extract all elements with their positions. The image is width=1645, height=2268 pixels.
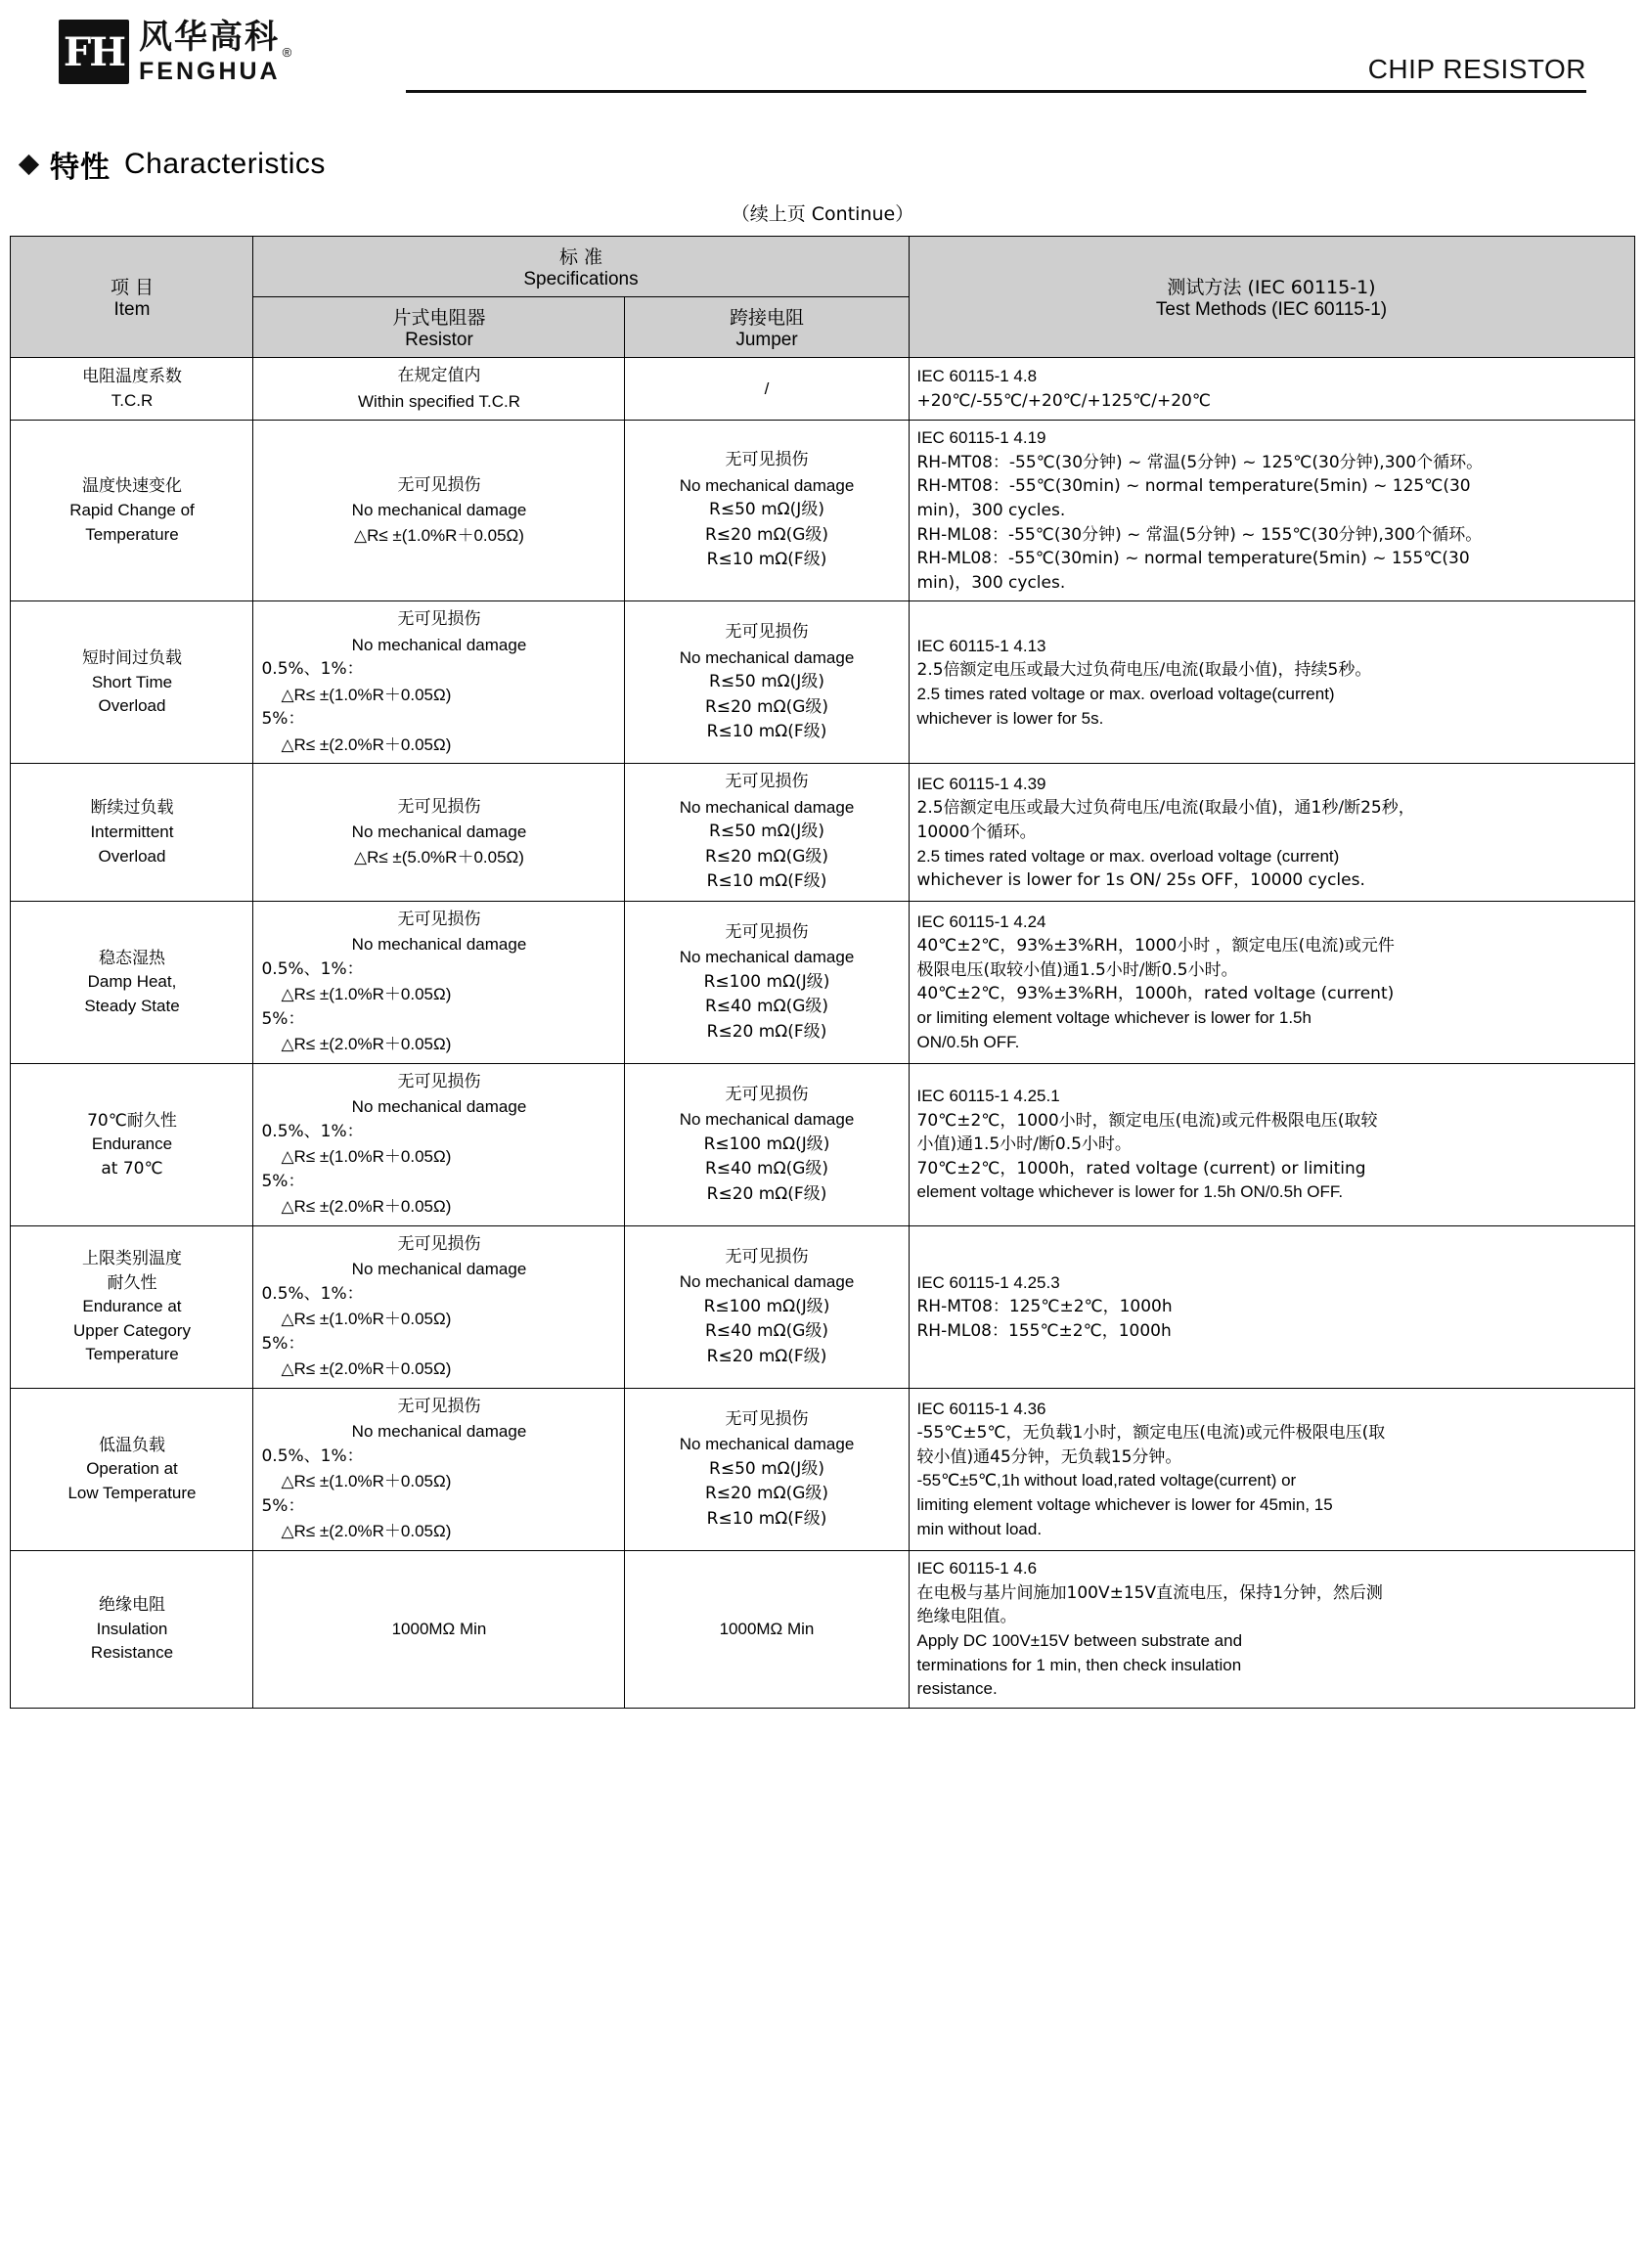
item-cn: 温度快速变化 (81, 476, 182, 497)
row-jumper-spec (625, 421, 909, 601)
jumper-line-3: R≤100 mΩ(J级) (703, 1296, 830, 1316)
item-en2: Resistance (90, 1643, 174, 1663)
table-row (11, 1225, 1634, 1388)
method-line-4: 40℃±2℃，93%±3%RH，1000h，rated voltage (current) (916, 984, 1395, 1004)
resistor-line-1: 无可见损伤 (397, 1233, 481, 1254)
jumper-line-3: R≤100 mΩ(J级) (703, 971, 830, 992)
resistor-line-2: No mechanical damage (351, 823, 527, 842)
item-en: Operation at (86, 1459, 178, 1479)
jumper-line-2: No mechanical damage (679, 948, 855, 967)
row-item (11, 421, 253, 601)
jumper-line-4: R≤20 mΩ(G级) (704, 524, 829, 545)
jumper-line-3: R≤100 mΩ(J级) (703, 1134, 830, 1154)
resistor-line-3: 0.5%、1%： (261, 1283, 364, 1304)
table-row (11, 421, 1634, 601)
header-jumper-cn: 跨接电阻 (729, 307, 804, 329)
resistor-line-1: 无可见损伤 (397, 1071, 481, 1091)
row-test-method (909, 358, 1634, 421)
method-line-3: 绝缘电阻值。 (916, 1607, 1017, 1627)
fenghua-logo-icon (59, 20, 129, 84)
jumper-line-1: 1000MΩ Min (719, 1620, 815, 1639)
table-row (11, 601, 1634, 764)
document-title: CHIP RESISTOR (1367, 54, 1586, 84)
item-en2: Steady State (84, 996, 180, 1015)
resistor-line-2: No mechanical damage (351, 935, 527, 955)
header-divider (406, 90, 1586, 93)
row-jumper-spec (625, 1063, 909, 1225)
jumper-line-4: R≤20 mΩ(G级) (704, 696, 829, 717)
row-resistor-spec (253, 1063, 625, 1225)
method-line-1: IEC 60115-1 4.25.1 (916, 1086, 1060, 1105)
method-line-5: or limiting element voltage whichever is lower for 1.5h (916, 1008, 1312, 1028)
jumper-line-4: R≤20 mΩ(G级) (704, 846, 829, 867)
row-item (11, 358, 253, 421)
method-line-1: IEC 60115-1 4.25.3 (916, 1272, 1060, 1292)
item-cn: 上限类别温度 (81, 1248, 182, 1268)
item-en2: Upper Category (72, 1320, 191, 1340)
method-line-7: min)，300 cycles. (916, 572, 1066, 593)
row-jumper-spec (625, 601, 909, 764)
method-line-4: -55℃±5℃,1h without load,rated voltage(current) or (916, 1471, 1297, 1490)
method-line-1: IEC 60115-1 4.39 (916, 774, 1046, 793)
header-spec-cn: 标 准 (558, 246, 603, 268)
jumper-line-1: 无可见损伤 (725, 622, 809, 643)
header-specifications (253, 237, 909, 297)
resistor-line-4: △R≤ ±(1.0%R＋0.05Ω) (281, 1472, 452, 1491)
method-line-3: 较小值)通45分钟，无负载15分钟。 (916, 1446, 1182, 1467)
resistor-line-1: 在规定值内 (397, 366, 481, 385)
row-resistor-spec (253, 1225, 625, 1388)
jumper-line-2: No mechanical damage (679, 1110, 855, 1130)
method-line-1: IEC 60115-1 4.24 (916, 912, 1046, 931)
method-line-4: 2.5 times rated voltage or max. overload voltage (current) (916, 846, 1340, 866)
jumper-line-2: No mechanical damage (679, 475, 855, 495)
item-en: Endurance at (82, 1297, 182, 1316)
jumper-line-4: R≤40 mΩ(G级) (704, 1159, 829, 1179)
continue-note: （续上页 Continue） (731, 203, 914, 225)
table-row (11, 764, 1634, 902)
item-en2: Overload (98, 696, 166, 716)
row-test-method (909, 421, 1634, 601)
resistor-line-2: No mechanical damage (351, 1422, 527, 1442)
method-line-1: IEC 60115-1 4.13 (916, 636, 1046, 655)
item-en2: Temperature (85, 524, 179, 544)
logo-mark-text: FH (63, 28, 125, 75)
row-item (11, 901, 253, 1063)
resistor-line-6: △R≤ ±(2.0%R＋0.05Ω) (281, 1035, 452, 1054)
method-line-6: ON/0.5h OFF. (916, 1032, 1020, 1051)
header-item-cn: 项 目 (110, 277, 154, 298)
method-line-1: IEC 60115-1 4.6 (916, 1558, 1038, 1578)
resistor-line-2: No mechanical damage (351, 635, 527, 654)
item-en: Rapid Change of (69, 500, 195, 519)
row-jumper-spec (625, 1388, 909, 1550)
resistor-line-5: 5%： (261, 709, 305, 730)
resistor-line-3: △R≤ ±(1.0%R＋0.05Ω) (354, 525, 524, 545)
jumper-line-5: R≤10 mΩ(F级) (706, 550, 827, 570)
method-line-2: 在电极与基片间施加100V±15V直流电压，保持1分钟，然后测 (916, 1582, 1383, 1603)
method-line-2: -55℃±5℃，无负载1小时，额定电压(电流)或元件极限电压(取 (916, 1423, 1386, 1444)
item-cn: 稳态湿热 (98, 948, 165, 968)
resistor-line-2: No mechanical damage (351, 1097, 527, 1117)
row-item (11, 601, 253, 764)
row-test-method (909, 901, 1634, 1063)
item-cn: 断续过负载 (90, 798, 174, 819)
item-en: Insulation (96, 1619, 168, 1638)
jumper-line-5: R≤10 mΩ(F级) (706, 871, 827, 892)
item-en: Endurance (91, 1134, 173, 1154)
item-en: Damp Heat, (87, 972, 177, 992)
method-line-2: RH-MT08：-55℃(30分钟) ~ 常温(5分钟) ~ 125℃(30分钟),300个循环。 (916, 452, 1484, 472)
table-row (11, 1550, 1634, 1708)
resistor-line-4: △R≤ ±(1.0%R＋0.05Ω) (281, 985, 452, 1004)
logo-company-en: FENGHUA (139, 57, 281, 85)
method-line-2: +20℃/-55℃/+20℃/+125℃/+20℃ (916, 390, 1211, 411)
resistor-line-4: △R≤ ±(1.0%R＋0.05Ω) (281, 1310, 452, 1329)
resistor-line-1: 无可见损伤 (397, 796, 481, 817)
row-resistor-spec (253, 901, 625, 1063)
row-test-method (909, 601, 1634, 764)
method-line-6: RH-ML08：-55℃(30min) ~ normal temperature(5min) ~ 155℃(30 (916, 549, 1470, 569)
resistor-line-2: No mechanical damage (351, 1260, 527, 1279)
method-line-5: RH-ML08：-55℃(30分钟) ~ 常温(5分钟) ~ 155℃(30分钟),300个循环。 (916, 524, 1483, 545)
row-item (11, 1388, 253, 1550)
section-title-cn: 特性 (50, 151, 111, 185)
method-line-3: 10000个循环。 (916, 822, 1037, 842)
row-jumper-spec (625, 1225, 909, 1388)
table-row (11, 1388, 1634, 1550)
item-cn: 70℃耐久性 (87, 1110, 177, 1131)
jumper-line-1: 无可见损伤 (725, 1246, 809, 1267)
resistor-line-3: 0.5%、1%： (261, 659, 364, 680)
jumper-line-5: R≤20 mΩ(F级) (706, 1183, 827, 1204)
jumper-line-4: R≤40 mΩ(G级) (704, 997, 829, 1017)
row-item (11, 1225, 253, 1388)
header-resistor (253, 297, 625, 358)
row-resistor-spec (253, 358, 625, 421)
row-item (11, 764, 253, 902)
table-row (11, 358, 1634, 421)
jumper-line-5: R≤20 mΩ(F级) (706, 1346, 827, 1366)
method-line-2: RH-MT08：125℃±2℃，1000h (916, 1297, 1173, 1317)
jumper-line-3: R≤50 mΩ(J级) (709, 822, 824, 842)
jumper-line-1: 无可见损伤 (725, 1084, 809, 1104)
row-resistor-spec (253, 1388, 625, 1550)
header-test-methods (909, 237, 1634, 358)
row-test-method (909, 1063, 1634, 1225)
header-resistor-en: Resistor (405, 330, 473, 350)
method-line-2: 70℃±2℃，1000小时，额定电压(电流)或元件极限电压(取较 (916, 1110, 1378, 1131)
resistor-line-2: Within specified T.C.R (358, 391, 520, 411)
method-line-6: min without load. (916, 1519, 1043, 1538)
jumper-line-4: R≤20 mΩ(G级) (704, 1484, 829, 1504)
header-item (11, 237, 253, 358)
item-en2: at 70℃ (101, 1158, 163, 1178)
header-method-cn: 测试方法 (IEC 60115-1) (1167, 277, 1376, 298)
resistor-line-5: 5%： (261, 1333, 305, 1354)
jumper-line-5: R≤10 mΩ(F级) (706, 1508, 827, 1529)
table-header-row (11, 237, 1634, 297)
method-line-2: 2.5倍额定电压或最大过负荷电压/电流(取最小值)，持续5秒。 (916, 660, 1372, 681)
row-resistor-spec (253, 421, 625, 601)
header-resistor-cn: 片式电阻器 (392, 307, 486, 329)
resistor-line-3: △R≤ ±(5.0%R＋0.05Ω) (354, 847, 524, 867)
method-line-3: 小值)通1.5小时/断0.5小时。 (916, 1134, 1132, 1155)
item-en: T.C.R (111, 390, 154, 410)
method-line-2: 40℃±2℃，93%±3%RH，1000小时 ，额定电压(电流)或元件 (916, 936, 1395, 956)
header-method-en: Test Methods (IEC 60115-1) (1155, 299, 1388, 320)
item-en2: Low Temperature (67, 1483, 197, 1502)
table-row (11, 1063, 1634, 1225)
resistor-line-4: △R≤ ±(1.0%R＋0.05Ω) (281, 1147, 452, 1167)
jumper-line-3: R≤50 mΩ(J级) (709, 1458, 824, 1479)
jumper-line-3: R≤50 mΩ(J级) (709, 672, 824, 692)
method-line-5: element voltage whichever is lower for 1.5h ON/0.5h OFF. (916, 1182, 1344, 1202)
resistor-line-4: △R≤ ±(1.0%R＋0.05Ω) (281, 685, 452, 704)
resistor-line-6: △R≤ ±(2.0%R＋0.05Ω) (281, 1359, 452, 1379)
jumper-line-2: No mechanical damage (679, 1435, 855, 1454)
registered-trademark-icon: ® (282, 44, 292, 60)
jumper-line-5: R≤10 mΩ(F级) (706, 722, 827, 742)
row-resistor-spec (253, 1550, 625, 1708)
jumper-line-1: 无可见损伤 (725, 921, 809, 942)
jumper-line-1: 无可见损伤 (725, 450, 809, 470)
item-cn: 电阻温度系数 (81, 366, 182, 386)
resistor-line-1: 无可见损伤 (397, 474, 481, 495)
jumper-line-1: / (764, 378, 770, 398)
method-line-3: 2.5 times rated voltage or max. overload voltage(current) (916, 684, 1335, 703)
page-header (0, 0, 1645, 115)
company-logo (59, 17, 292, 85)
method-line-3: 极限电压(取较小值)通1.5小时/断0.5小时。 (916, 959, 1238, 980)
method-line-1: IEC 60115-1 4.36 (916, 1399, 1046, 1418)
logo-text (139, 17, 281, 85)
logo-company-cn: 风华高科 (139, 17, 280, 57)
resistor-line-3: 0.5%、1%： (261, 958, 364, 979)
jumper-line-5: R≤20 mΩ(F级) (706, 1021, 827, 1042)
method-line-2: 2.5倍额定电压或最大过负荷电压/电流(取最小值)，通1秒/断25秒， (916, 798, 1415, 819)
item-cn2: 耐久性 (107, 1272, 157, 1293)
item-en: Intermittent (90, 822, 174, 841)
row-jumper-spec (625, 901, 909, 1063)
resistor-line-2: No mechanical damage (351, 501, 527, 520)
row-test-method (909, 1225, 1634, 1388)
item-cn: 短时间过负载 (81, 648, 182, 669)
row-item (11, 1063, 253, 1225)
jumper-line-2: No mechanical damage (679, 647, 855, 667)
resistor-line-6: △R≤ ±(2.0%R＋0.05Ω) (281, 734, 452, 754)
resistor-line-1: 无可见损伤 (397, 909, 481, 929)
method-line-4: 70℃±2℃，1000h，rated voltage (current) or limiting (916, 1158, 1366, 1178)
resistor-line-3: 0.5%、1%： (261, 1445, 364, 1466)
item-en2: Overload (98, 846, 166, 866)
method-line-4: whichever is lower for 5s. (916, 708, 1104, 728)
resistor-line-1: 无可见损伤 (397, 1396, 481, 1416)
jumper-line-1: 无可见损伤 (725, 1408, 809, 1429)
method-line-1: IEC 60115-1 4.19 (916, 428, 1046, 447)
item-cn: 低温负载 (98, 1435, 165, 1455)
section-heading (22, 143, 1645, 186)
characteristics-table (10, 236, 1634, 1709)
row-resistor-spec (253, 601, 625, 764)
method-line-3: RH-ML08：155℃±2℃，1000h (916, 1320, 1172, 1341)
jumper-line-1: 无可见损伤 (725, 772, 809, 792)
item-cn: 绝缘电阻 (98, 1594, 165, 1615)
resistor-line-6: △R≤ ±(2.0%R＋0.05Ω) (281, 1522, 452, 1541)
item-en3: Temperature (85, 1345, 179, 1364)
row-test-method (909, 764, 1634, 902)
method-line-5: whichever is lower for 1s ON/ 25s OFF，10000 cycles. (916, 870, 1365, 891)
row-item (11, 1550, 253, 1708)
section-title-en: Characteristics (124, 148, 326, 180)
method-line-3: RH-MT08：-55℃(30min) ~ normal temperature(5min) ~ 125℃(30 (916, 476, 1471, 497)
resistor-line-5: 5%： (261, 1495, 305, 1516)
method-line-4: min)，300 cycles. (916, 500, 1066, 520)
resistor-line-5: 5%： (261, 1171, 305, 1191)
item-en: Short Time (91, 672, 173, 691)
row-test-method (909, 1388, 1634, 1550)
resistor-line-5: 5%： (261, 1008, 305, 1029)
jumper-line-4: R≤40 mΩ(G级) (704, 1321, 829, 1342)
method-line-4: Apply DC 100V±15V between substrate and (916, 1630, 1243, 1650)
jumper-line-2: No mechanical damage (679, 1272, 855, 1292)
method-line-5: limiting element voltage whichever is lower for 45min, 15 (916, 1495, 1333, 1515)
jumper-line-3: R≤50 mΩ(J级) (709, 500, 824, 520)
resistor-line-1: 无可见损伤 (397, 609, 481, 630)
resistor-line-3: 0.5%、1%： (261, 1121, 364, 1141)
resistor-line-6: △R≤ ±(2.0%R＋0.05Ω) (281, 1197, 452, 1217)
method-line-6: resistance. (916, 1679, 998, 1699)
method-line-5: terminations for 1 min, then check insulation (916, 1655, 1242, 1674)
header-jumper (625, 297, 909, 358)
table-row (11, 901, 1634, 1063)
header-jumper-en: Jumper (735, 330, 798, 350)
row-jumper-spec (625, 764, 909, 902)
row-resistor-spec (253, 764, 625, 902)
resistor-line-1: 1000MΩ Min (391, 1620, 487, 1639)
row-test-method (909, 1550, 1634, 1708)
method-line-1: IEC 60115-1 4.8 (916, 366, 1038, 385)
diamond-bullet-icon (19, 154, 39, 174)
row-jumper-spec (625, 358, 909, 421)
header-spec-en: Specifications (523, 269, 639, 289)
jumper-line-2: No mechanical damage (679, 797, 855, 817)
row-jumper-spec (625, 1550, 909, 1708)
header-item-en: Item (113, 299, 151, 320)
